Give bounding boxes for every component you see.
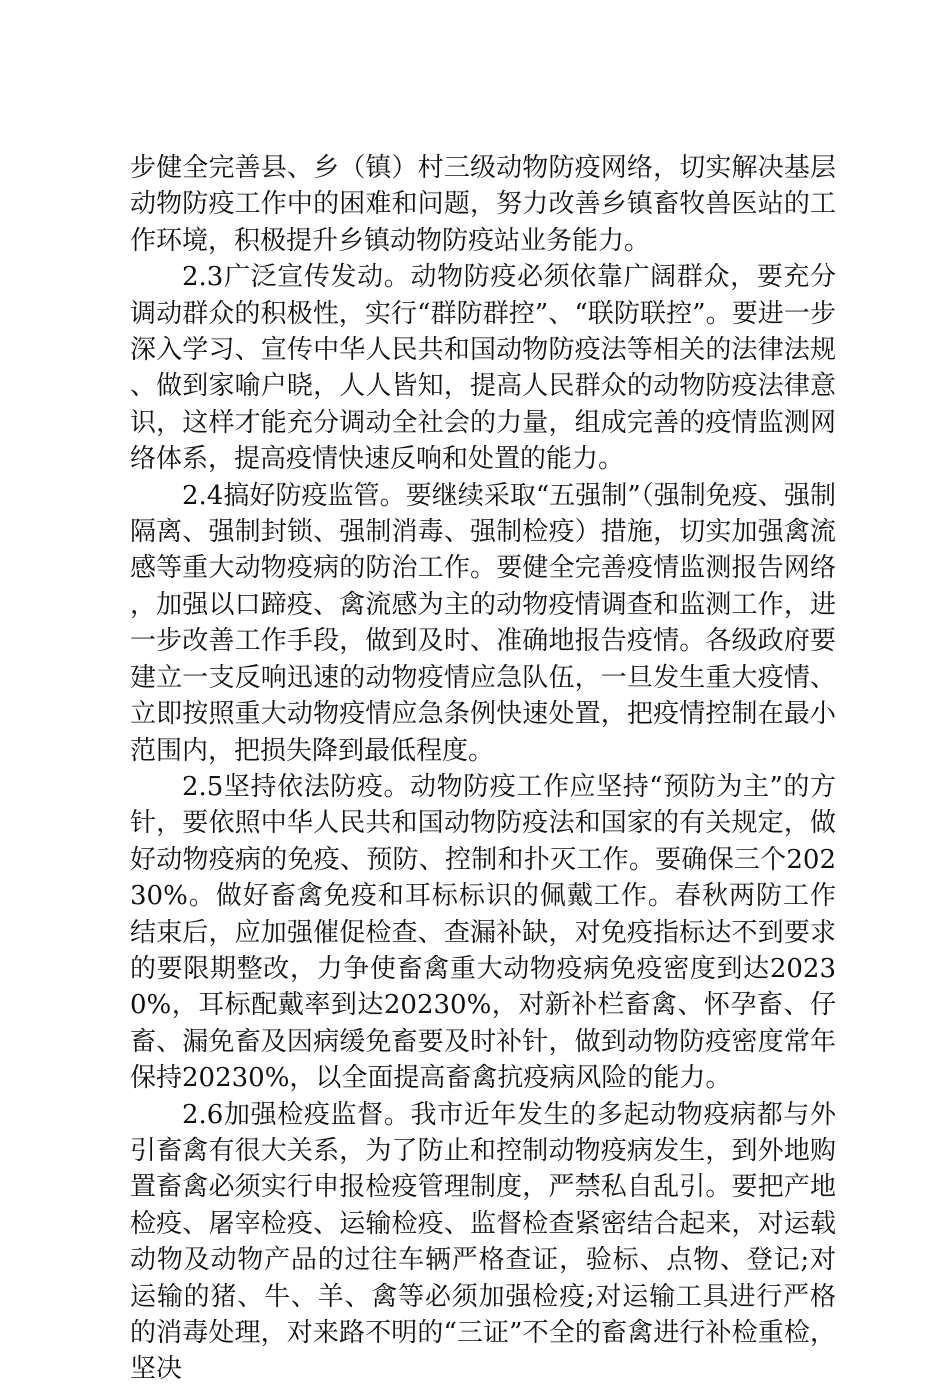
paragraph-section-2-5: 2.5坚持依法防疫。动物防疫工作应坚持“预防为主”的方针，要依照中华人民共和国动物防疫法和国家的有关规定，做好动物疫病的免疫、预防、控制和扑灭工作。要确保三个20230%。做好畜禽免疫和耳标标识的佩戴工作。春秋两防工作结束后，应加强催促检查、查漏补缺，对免疫指标达不到要求的要限期整改，力争使畜禽重大动物疫病免疫密度到达20230%，耳标配戴率到达20230%，对新补栏畜禽、怀孕畜、仔畜、漏免畜及因病缓免畜要及时补针，做到动物防疫密度常年保持20230%，以全面提高畜禽抗疫病风险的能力。 — [130, 771, 836, 1094]
paragraph-continuation: 步健全完善县、乡（镇）村三级动物防疫网络，切实解决基层动物防疫工作中的困难和问题，努力改善乡镇畜牧兽医站的工作环境，积极提升乡镇动物防疫站业务能力。 — [130, 153, 836, 256]
paragraph-section-2-6: 2.6加强检疫监督。我市近年发生的多起动物疫病都与外引畜禽有很大关系，为了防止和控制动物疫病发生，到外地购置畜禽必须实行申报检疫管理制度，严禁私自乱引。要把产地检疫、屠宰检疫、运输检疫、监督检查紧密结合起来，对运载动物及动物产品的过往车辆严格查证，验标、点物、登记;对运输的猪、牛、羊、禽等必须加强检疫;对运输工具进行严格的消毒处理，对来路不明的“三证”不全的畜禽进行补检重检，坚决 — [130, 1099, 836, 1385]
paragraph-section-2-4: 2.4搞好防疫监管。要继续采取“五强制”（强制免疫、强制隔离、强制封锁、强制消毒、强制检疫）措施，切实加强禽流感等重大动物疫病的防治工作。要健全完善疫情监测报告网络，加强以口蹄疫、禽流感为主的动物疫情调查和监测工作，进一步改善工作手段，做到及时、准确地报告疫情。各级政府要建立一支反响迅速的动物疫情应急队伍，一旦发生重大疫情、立即按照重大动物疫情应急条例快速处置，把疫情控制在最小范围内，把损失降到最低程度。 — [130, 480, 836, 766]
document-body — [130, 150, 836, 1388]
paragraph-section-2-3: 2.3广泛宣传发动。动物防疫必须依靠广阔群众，要充分调动群众的积极性，实行“群防群控”、“联防联控”。要进一步深入学习、宣传中华人民共和国动物防疫法等相关的法律法规、做到家喻户晓，人人皆知，提高人民群众的动物防疫法律意识，这样才能充分调动全社会的力量，组成完善的疫情监测网络体系，提高疫情快速反响和处置的能力。 — [130, 262, 836, 475]
